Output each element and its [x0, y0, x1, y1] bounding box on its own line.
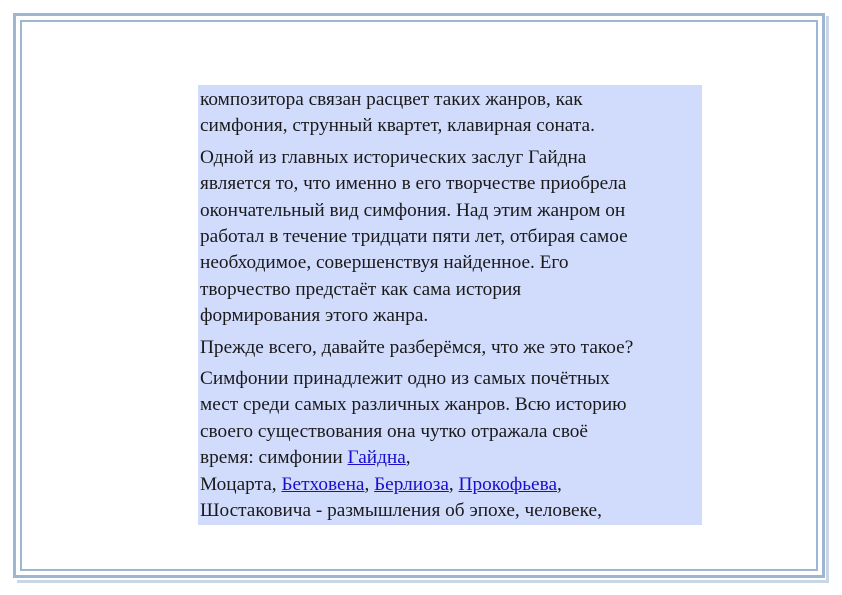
text-line — [200, 472, 702, 498]
text-span: время: симфонии — [200, 447, 348, 469]
text-line: симфония, струнный квартет, клавирная соната. — [200, 115, 595, 137]
text-span: , — [448, 473, 459, 495]
text-line: является то, что именно в его творчестве приобрела — [200, 173, 627, 195]
text-line — [200, 445, 702, 471]
paragraph-2 — [200, 145, 702, 330]
text-line: Шостаковича - размышления об эпохе, человеке, — [200, 500, 602, 522]
paragraph-4 — [200, 366, 702, 524]
text-span: , — [364, 473, 375, 495]
link-haydn[interactable]: Гайдна — [347, 447, 406, 469]
text-box — [198, 85, 702, 525]
text-line: Одной из главных исторических заслуг Гайдна — [200, 146, 587, 168]
link-prokofiev[interactable]: Прокофьева — [458, 473, 558, 495]
frame-shadow-bottom — [17, 580, 829, 583]
paragraph-1 — [200, 87, 702, 140]
text-line: творчество предстаёт как сама история — [200, 278, 522, 300]
text-line: Прежде всего, давайте разберёмся, что же это такое? — [200, 336, 634, 358]
link-berlioz[interactable]: Берлиоза — [374, 473, 449, 495]
text-line: Симфонии принадлежит одно из самых почётных — [200, 368, 610, 390]
link-beethoven[interactable]: Бетховена — [281, 473, 365, 495]
text-span: , — [557, 473, 562, 495]
text-line: композитора связан расцвет таких жанров, как — [200, 89, 583, 110]
text-span: Моцарта, — [200, 473, 282, 495]
text-line: мест среди самых различных жанров. Всю историю — [200, 394, 627, 416]
paragraph-3 — [200, 335, 702, 361]
text-line: своего существования она чутко отражала своё — [200, 420, 588, 442]
text-line: окончательный вид симфония. Над этим жанром он — [200, 199, 626, 221]
text-line: формирования этого жанра. — [200, 305, 429, 327]
text-span: , — [405, 447, 411, 469]
text-line: работал в течение тридцати пяти лет, отбирая самое — [200, 226, 628, 248]
text-line: необходимое, совершенствуя найденное. Его — [200, 252, 569, 274]
frame-shadow-right — [826, 16, 829, 583]
